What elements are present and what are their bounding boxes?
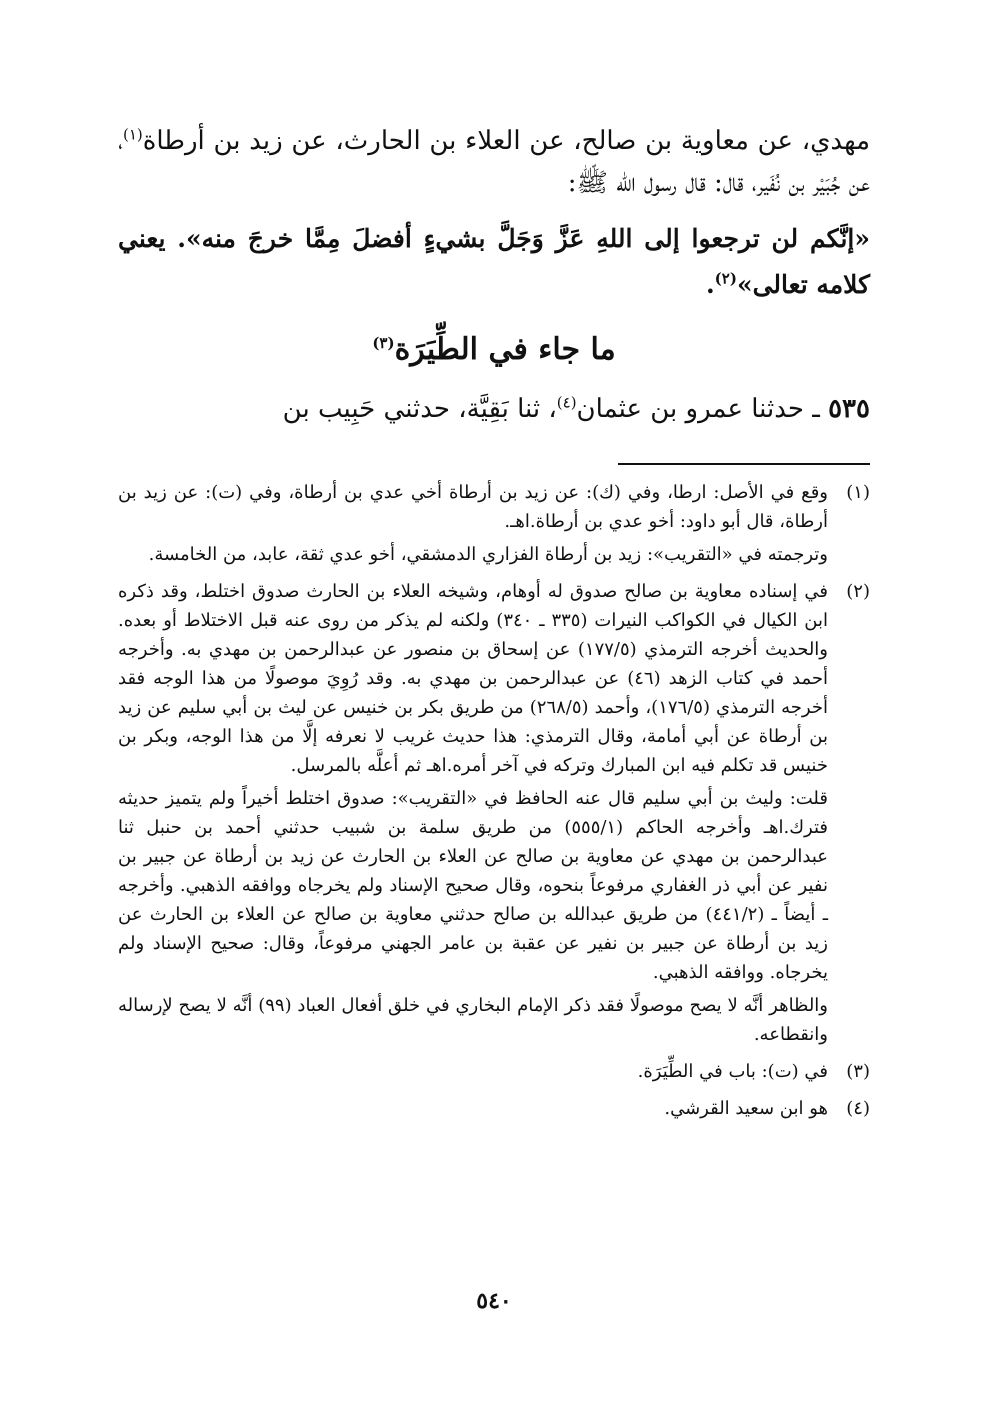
footnote-number: (١) (846, 482, 870, 503)
footnote-paragraph: وترجمته في «التقريب»: زيد بن أرطاة الفزاري الدمشقي، أخو عدي ثقة، عابد، من الخامسة. (148, 544, 828, 565)
footnotes-section (118, 478, 870, 1131)
main-text-part1: مهدي، عن معاوية بن صالح، عن العلاء بن الحارث، عن زيد بن أرطاة (142, 126, 870, 156)
hadith-535-text-part2: ، ثنا بَقِيَّة، حدثني حَبِيب بن (282, 394, 557, 424)
footnote-paragraph: في (ت): باب في الطِّيَرَة. (637, 1061, 828, 1082)
footnote-separator (618, 463, 870, 465)
footnote-4 (118, 1094, 870, 1127)
footnote-body (118, 577, 828, 1053)
footnote-ref-4[interactable]: (٤) (556, 393, 577, 412)
hadith-text: «إنَّكم لن ترجعوا إلى اللهِ عَزَّ وَجَلَّ بشيءٍ أفضلَ مِمَّا خرجَ منه». يعني كلامه تعالى» (118, 224, 870, 299)
footnote-paragraph: قلت: وليث بن أبي سليم قال عنه الحافظ في «التقريب»: صدوق اختلط أخيراً ولم يتميز حديثه فترك.اهـ وأخرجه الحاكم (٥٥٥/١) من طريق سلمة بن شبيب حدثني أحمد بن حنبل ثنا عبدالرحمن بن مهدي عن معاوية بن صالح عن العلاء بن الحارث عن زيد بن أرطاة عن جبير بن نفير عن أبي ذر الغفاري مرفوعاً بنحوه، وقال صحيح الإسناد ولم يخرجاه ووافقه الذهبي. وأخرجه ـ أيضاً ـ (٤٤١/٢) من طريق عبدالله بن صالح حدثني معاوية بن صالح عن العلاء بن الحارث عن زيد بن أرطاة عن جبير بن نفير عن عقبة بن عامر الجهني مرفوعاً، وقال: صحيح الإسناد ولم يخرجاه. ووافقه الذهبي. (118, 788, 829, 983)
footnote-paragraph: هو ابن سعيد القرشي. (664, 1098, 828, 1119)
hadith-535-text-part1: ـ حدثنا عمرو بن عثمان (576, 394, 829, 424)
footnote-ref-2[interactable]: (٢) (714, 269, 737, 288)
footnote-body (118, 478, 828, 573)
main-text-paragraph (118, 120, 870, 204)
footnote-number: (٣) (846, 1061, 870, 1082)
footnote-body (118, 1094, 828, 1127)
heading-text: ما جاء في الطِّيَرَة (394, 332, 616, 367)
footnote-paragraph: والظاهر أنَّه لا يصح موصولًا فقد ذكر الإمام البخاري في خلق أفعال العباد (٩٩) أنَّه لا يصح لإرساله وانقطاعه. (118, 995, 828, 1045)
footnote-3 (118, 1057, 870, 1090)
footnote-number: (٤) (846, 1098, 870, 1119)
footnote-2 (118, 577, 870, 1053)
hadith-535-line (118, 388, 870, 430)
footnote-paragraph: في إسناده معاوية بن صالح صدوق له أوهام، وشيخه العلاء بن الحارث صدوق اختلط، وقد ذكره ابن الكيال في الكواكب النيرات (٣٣٥ ـ ٣٤٠) ولكنه لم يذكر من روى عنه قبل الاختلاط أو بعده. والحديث أخرجه الترمذي (١٧٧/٥) عن إسحاق بن منصور عن عبدالرحمن بن مهدي به. وأخرجه أحمد في كتاب الزهد (٤٦) عن عبدالرحمن بن مهدي به. وقد رُوِيَ موصولًا من هذا الوجه فقد أخرجه الترمذي (١٧٦/٥)، وأحمد (٢٦٨/٥) من طريق بكر بن خنيس عن ليث بن أبي سليم عن زيد بن أرطاة عن أبي أمامة، وقال الترمذي: هذا حديث غريب لا نعرفه إلَّا من هذا الوجه، وبكر بن خنيس قد تكلم فيه ابن المبارك وتركه في آخر أمره.اهـ ثم أعلَّه بالمرسل. (118, 581, 828, 776)
footnote-ref-1[interactable]: (١) (122, 125, 143, 144)
footnote-body (118, 1057, 828, 1090)
footnote-paragraph: وقع في الأصل: ارطا، وفي (ك): عن زيد بن أرطاة أخي عدي بن أرطاة، وفي (ت): عن زيد بن أرطاة، قال أبو داود: أخو عدي بن أرطاة.اهـ. (118, 482, 828, 532)
hadith-quote (118, 216, 870, 308)
hadith-end: . (705, 270, 715, 299)
footnote-number: (٢) (846, 581, 870, 602)
main-text-part2: ، عن جُبَيْر بن نُفَير، قال: قال رسول الله ﷺ: (118, 126, 870, 198)
page-number: ٥٤٠ (476, 1288, 512, 1314)
footnote-ref-3[interactable]: (٣) (372, 334, 395, 352)
hadith-number: ٥٣٥ (828, 394, 870, 424)
footnote-1 (118, 478, 870, 573)
section-heading (118, 332, 870, 367)
